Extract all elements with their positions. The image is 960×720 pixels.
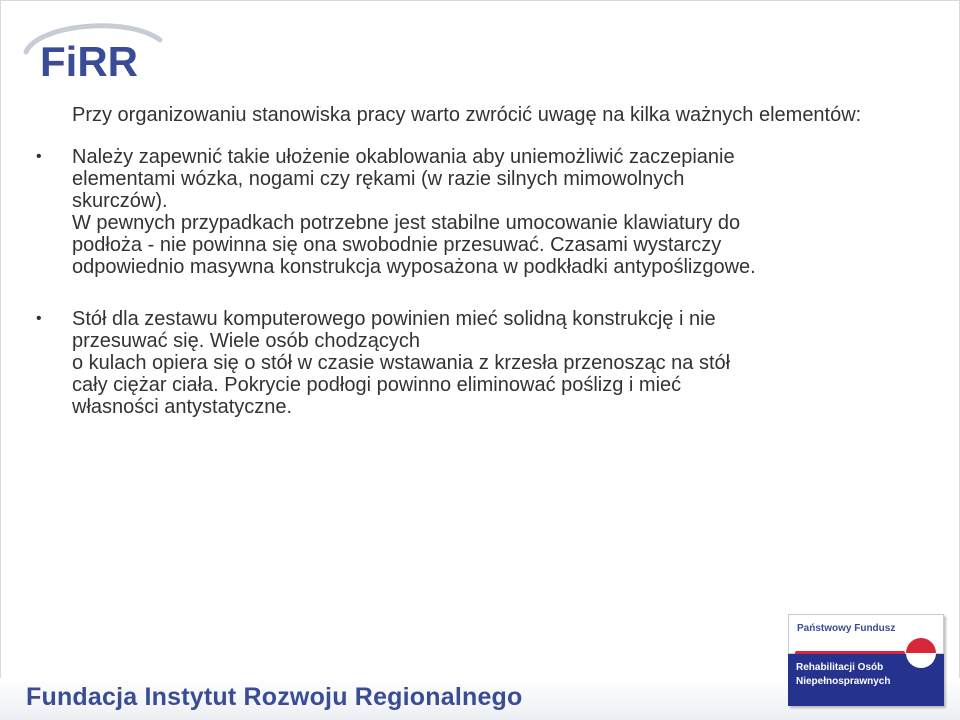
bullet-line: własności antystatyczne. [72, 396, 293, 418]
bullet-line: W pewnych przypadkach potrzebne jest stabilne umocowanie klawiatury do [72, 212, 741, 234]
firr-logo [18, 14, 168, 86]
bullet-line: o kulach opiera się o stół w czasie wstawania z krzesła przenosząc na stół [72, 352, 731, 374]
bullet-line: przesuwać się. Wiele osób chodzących [72, 330, 420, 352]
bullet-line: elementami wózka, nogami czy rękami (w razie silnych mimowolnych [72, 168, 685, 190]
bullet-line: Stół dla zestawu komputerowego powinien mieć solidną konstrukcję i nie [72, 308, 716, 330]
bullet-icon: • [36, 148, 42, 165]
pfron-line-2: Niepełnosprawnych [796, 676, 891, 687]
intro-text: Przy organizowaniu stanowiska pracy warto zwrócić uwagę na kilka ważnych elementów: [72, 104, 862, 126]
pfron-line-1: Rehabilitacji Osób [796, 662, 884, 673]
firr-logo-text: FiRR [40, 38, 138, 85]
bullet-item-cabling [36, 146, 902, 278]
pfron-logo [788, 614, 944, 706]
bullet-line: Należy zapewnić takie ułożenie okablowania aby uniemożliwić zaczepianie [72, 146, 735, 168]
slide-content [36, 104, 902, 418]
bullet-line: podłoża - nie powinna się ona swobodnie przesuwać. Czasami wystarczy [72, 234, 722, 256]
pfron-title: Państwowy Fundusz [797, 623, 896, 634]
bullet-item-desk [36, 308, 902, 418]
bullet-icon: • [36, 310, 42, 327]
bullet-line: skurczów). [72, 190, 168, 212]
firr-logo-icon [18, 14, 168, 86]
bullet-line: odpowiednio masywna konstrukcja wyposażona w podkładki antypoślizgowe. [72, 256, 756, 278]
footer-org-name: Fundacja Instytut Rozwoju Regionalnego [26, 683, 523, 711]
bullet-line: cały ciężar ciała. Pokrycie podłogi powinno eliminować poślizg i mieć [72, 374, 682, 396]
pfron-circle-icon [906, 638, 936, 668]
